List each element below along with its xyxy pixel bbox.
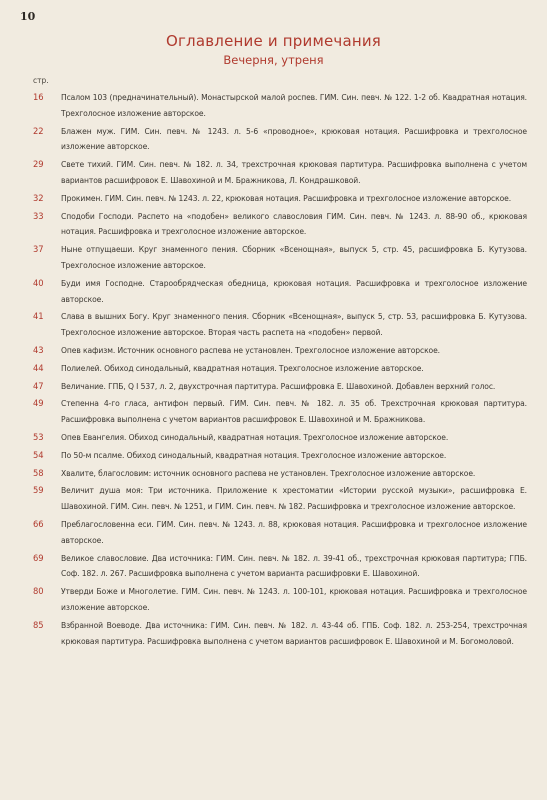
contents-entry [33, 517, 527, 549]
contents-list [33, 90, 527, 651]
entry-page-number: 47 [33, 380, 44, 391]
entry-page-number: 49 [33, 398, 44, 409]
entry-page-number: 22 [33, 125, 44, 136]
entry-text: Степенна 4-го гласа, антифон первый. ГИМ. Син. певч. № 182. л. 35 об. Трехстрочная крюковая партитура. Расшифровка выполнена с учетом вариантов расшифровок Е. Шавохиной и М. Бражникова. [61, 399, 527, 425]
entry-page-number: 32 [33, 192, 44, 203]
contents-entry [33, 379, 527, 395]
entry-page-number: 58 [33, 467, 44, 478]
contents-entry [33, 361, 527, 377]
entry-text: Великое славословие. Два источника: ГИМ. Син. певч. № 182. л. 39-41 об., трехстрочная крюковая партитура; ГПБ. Соф. 182. л. 267. Расшифровка выполнена с учетом варианта расшифровки Е. Шавохиной. [61, 553, 527, 579]
entry-page-number: 54 [33, 449, 44, 460]
contents-entry [33, 124, 527, 156]
entry-page-number: 53 [33, 431, 44, 442]
entry-text: Блажен муж. ГИМ. Син. певч. № 1243. л. 5-6 «проводное», крюковая нотация. Расшифровка и трехголосное изложение авторское. [61, 126, 527, 152]
entry-text: Псалом 103 (предначинательный). Монастырской малой роспев. ГИМ. Син. певч. № 122. 1-2 об. Квадратная нотация. Трехголосное изложение авторское. [61, 93, 527, 118]
entry-page-number: 16 [33, 92, 44, 102]
contents-entry [33, 618, 527, 650]
contents-entry [33, 466, 527, 482]
contents-entry [33, 242, 527, 274]
entry-text: Прокимен. ГИМ. Син. певч. № 1243. л. 22, крюковая нотация. Расшифровка и трехголосное изложение авторское. [61, 193, 512, 203]
entry-text: Утверди Боже и Многолетие. ГИМ. Син. певч. № 1243. л. 100-101, крюковая нотация. Расшифровка и трехголосное изложение авторское. [61, 587, 527, 612]
entry-text: Взбранной Воеводе. Два источника: ГИМ. Син. певч. № 182. л. 43-44 об. ГПБ. Соф. 182. л. 253-254, трехстрочная крюковая партитура. Расшифровка выполнена с учетом вариантов расшифровок Е. Шавохиной и М. Богомоловой. [61, 620, 527, 646]
contents-entry [33, 584, 527, 616]
entry-page-number: 80 [33, 586, 44, 597]
entry-page-number: 37 [33, 244, 44, 255]
entry-text: Ныне отпущаеши. Круг знаменного пения. Сборник «Всенощная», выпуск 5, стр. 45, расшифровка Б. Кутузова. Трехголосное изложение авторское. [61, 245, 527, 270]
entry-text: Хвалите, благословим: источник основного распева не установлен. Трехголосное изложение авторское. [61, 468, 476, 478]
entry-text: Опев кафизм. Источник основного распева не установлен. Трехголосное изложение авторское. [61, 345, 440, 355]
entry-page-number: 33 [33, 210, 44, 221]
page-number: 10 [20, 10, 36, 23]
entry-page-number: 69 [33, 552, 44, 563]
contents-entry [33, 209, 527, 241]
contents-entry [33, 157, 527, 189]
entry-text: Преблагословенна еси. ГИМ. Син. певч. № 1243. л. 88, крюковая нотация. Расшифровка и трехголосное изложение авторское. [61, 519, 527, 545]
contents-entry [33, 430, 527, 446]
entry-page-number: 66 [33, 518, 44, 529]
entry-text: Сподоби Господи. Распето на «подобен» великого славословия ГИМ. Син. певч. № 1243. л. 88-90 об., крюковая нотация. Расшифровка и трехголосное изложение авторское. [61, 211, 527, 237]
entry-page-number: 40 [33, 277, 44, 288]
entry-text: Опев Евангелия. Обиход синодальный, квадратная нотация. Трехголосное изложение авторское. [61, 432, 449, 442]
entry-page-number: 44 [33, 362, 44, 373]
entry-page-number: 85 [33, 619, 44, 630]
page-title: Оглавление и примечания [165, 32, 382, 50]
entry-page-number: 43 [33, 344, 44, 355]
entry-page-number: 59 [33, 485, 44, 496]
contents-entry [33, 343, 527, 359]
entry-text: Полиелей. Обиход синодальный, квадратная нотация. Трехголосное изложение авторское. [61, 363, 424, 373]
contents-entry [33, 191, 527, 207]
entry-text: По 50-м псалме. Обиход синодальный, квадратная нотация. Трехголосное изложение авторское. [61, 450, 447, 460]
contents-entry [33, 276, 527, 308]
entry-page-number: 41 [33, 311, 44, 322]
entry-text: Буди имя Господне. Старообрядческая обедница, крюковая нотация. Расшифровка и трехголосное изложение авторское. [61, 278, 527, 304]
contents-entry [33, 396, 527, 428]
contents-entry [33, 309, 527, 341]
entry-page-number: 29 [33, 159, 44, 170]
contents-entry [33, 483, 527, 515]
contents-entry [33, 551, 527, 583]
entry-text: Величит душа моя: Три источника. Приложение к хрестоматии «Истории русской музыки», расшифровка Е. Шавохиной. ГИМ. Син. певч. № 1251, и ГИМ. Син. певч. № 182. Расшифровка и трехголосное изложение авторское. [61, 486, 527, 512]
contents-entry [33, 448, 527, 464]
entry-text: Слава в вышних Богу. Круг знаменного пения. Сборник «Всенощная», выпуск 5, стр. 53, расшифровка Б. Кутузова. Трехголосное изложение авторское. Вторая часть распета на «подобен» первой. [61, 312, 527, 338]
entry-text: Свете тихий. ГИМ. Син. певч. № 182. л. 34, трехстрочная крюковая партитура. Расшифровка выполнена с учетом вариантов расшифровок Е. Шавохиной и М. Бражниковa, Л. Кондрашковой. [61, 160, 527, 185]
entry-text: Величание. ГПБ, Q I 537, л. 2, двухстрочная партитура. Расшифровка Е. Шавохиной. Добавлен верхний голос. [61, 381, 496, 391]
contents-entry [33, 90, 527, 122]
page-column-label: стр. [33, 76, 49, 85]
page-subtitle: Вечерня, утреня [223, 53, 324, 67]
